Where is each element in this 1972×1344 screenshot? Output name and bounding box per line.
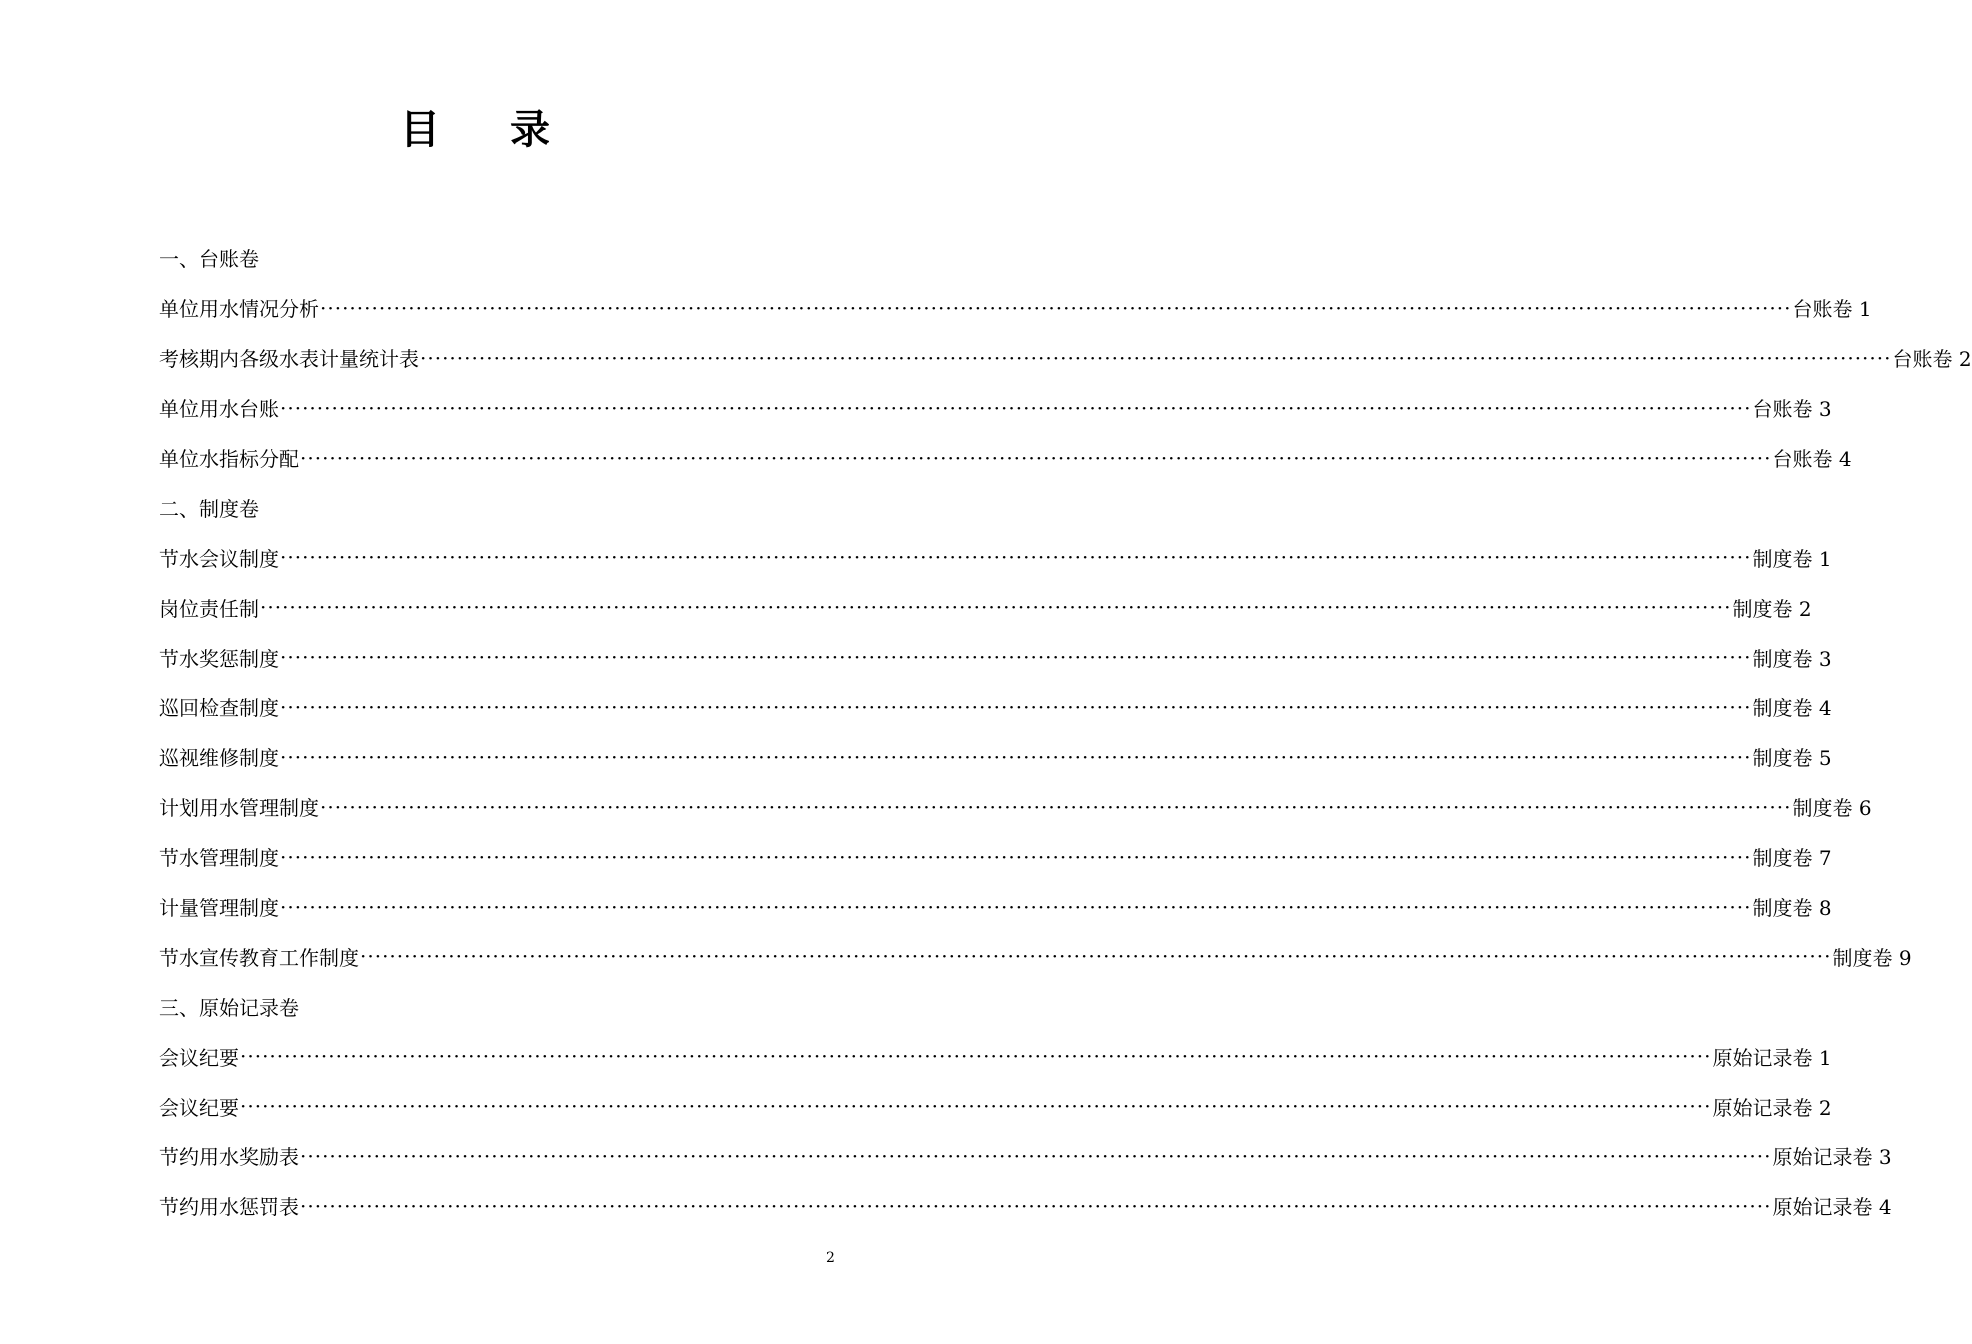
toc-dot-leader: ········································································································································································································ bbox=[300, 1143, 1772, 1168]
toc-entry bbox=[159, 283, 1872, 333]
toc-entry bbox=[159, 433, 1852, 483]
toc-entry bbox=[159, 582, 1812, 632]
toc-entry-page: 制度卷 3 bbox=[1752, 646, 1832, 671]
toc-entry-page: 台账卷 2 bbox=[1892, 347, 1972, 372]
toc-entry-page: 制度卷 5 bbox=[1752, 746, 1832, 771]
toc-entry bbox=[159, 383, 1832, 433]
toc-entry-title: 单位用水情况分析 bbox=[159, 297, 319, 322]
toc-entry-page: 制度卷 6 bbox=[1792, 796, 1872, 821]
toc-entry bbox=[159, 931, 1912, 981]
toc-dot-leader: ········································································································································································································ bbox=[280, 545, 1752, 570]
toc-section-heading bbox=[159, 233, 800, 283]
toc-entry-title: 节约用水惩罚表 bbox=[159, 1195, 299, 1220]
toc-entry-page: 制度卷 7 bbox=[1752, 846, 1832, 871]
toc-entry-page: 制度卷 2 bbox=[1732, 596, 1812, 621]
toc-entry-title: 单位水指标分配 bbox=[159, 447, 299, 471]
toc-entry-title: 节水奖惩制度 bbox=[159, 646, 279, 671]
toc-entry bbox=[159, 532, 1832, 582]
toc-entry-page: 制度卷 9 bbox=[1832, 945, 1912, 970]
toc-dot-leader: ········································································································································································································ bbox=[420, 345, 1892, 370]
toc-entry-page: 原始记录卷 4 bbox=[1772, 1195, 1892, 1220]
toc-entry-title: 会议纪要 bbox=[159, 1045, 239, 1070]
toc-entry bbox=[159, 882, 1832, 932]
page-number: 2 bbox=[826, 1250, 835, 1266]
toc-dot-leader: ········································································································································································································ bbox=[280, 694, 1752, 719]
toc-entry-title: 节水管理制度 bbox=[159, 846, 279, 871]
toc-dot-leader: ········································································································································································································ bbox=[280, 395, 1752, 420]
toc-dot-leader: ········································································································································································································ bbox=[240, 1094, 1712, 1119]
title-char-1: 目 bbox=[400, 107, 440, 153]
toc-entry-title: 节水会议制度 bbox=[159, 546, 279, 571]
toc-section-heading bbox=[159, 981, 800, 1031]
toc-entry-page: 原始记录卷 2 bbox=[1712, 1095, 1832, 1120]
toc-entry bbox=[159, 333, 1972, 383]
title-char-2: 录 bbox=[510, 107, 550, 153]
toc-entry bbox=[159, 1131, 1892, 1181]
toc-entry bbox=[159, 1081, 1832, 1131]
toc-dot-leader: ········································································································································································································ bbox=[300, 1193, 1772, 1218]
toc-dot-leader: ········································································································································································································ bbox=[280, 894, 1752, 919]
toc-dot-leader: ········································································································································································································ bbox=[280, 744, 1752, 769]
toc-entry-page: 原始记录卷 1 bbox=[1712, 1045, 1832, 1070]
toc-entry-title: 巡视维修制度 bbox=[159, 746, 279, 771]
toc-entry-title: 巡回检查制度 bbox=[159, 696, 279, 721]
toc-entry-title: 单位用水台账 bbox=[159, 397, 279, 422]
toc-entry bbox=[159, 782, 1872, 832]
toc-dot-leader: ········································································································································································································ bbox=[320, 295, 1792, 320]
toc-entry-page: 台账卷 4 bbox=[1772, 447, 1852, 471]
toc-entry bbox=[159, 732, 1832, 782]
toc-entry-page: 制度卷 1 bbox=[1752, 546, 1832, 571]
toc-entry bbox=[159, 1031, 1832, 1081]
toc-section-title: 三、原始记录卷 bbox=[159, 995, 299, 1020]
toc-section-heading bbox=[159, 482, 800, 532]
toc-dot-leader: ········································································································································································································ bbox=[280, 844, 1752, 869]
toc-section-title: 一、台账卷 bbox=[159, 247, 259, 272]
toc-entry bbox=[159, 832, 1832, 882]
toc-dot-leader: ········································································································································································································ bbox=[280, 645, 1752, 670]
toc-entry bbox=[159, 682, 1832, 732]
toc-entry-page: 制度卷 8 bbox=[1752, 896, 1832, 921]
toc-dot-leader: ········································································································································································································ bbox=[360, 944, 1832, 969]
toc-entry-page: 制度卷 4 bbox=[1752, 696, 1832, 721]
toc-entry-title: 节约用水奖励表 bbox=[159, 1145, 299, 1170]
toc-entry-title: 岗位责任制 bbox=[159, 596, 259, 621]
toc-entry-title: 节水宣传教育工作制度 bbox=[159, 945, 359, 970]
toc-entry-page: 原始记录卷 3 bbox=[1772, 1145, 1892, 1170]
toc-dot-leader: ········································································································································································································ bbox=[320, 794, 1792, 819]
toc-dot-leader: ········································································································································································································ bbox=[240, 1044, 1712, 1069]
toc-dot-leader: ········································································································································································································ bbox=[260, 595, 1732, 620]
toc-entry-title: 会议纪要 bbox=[159, 1095, 239, 1120]
toc-entry bbox=[159, 1181, 1892, 1231]
toc-entry-title: 计划用水管理制度 bbox=[159, 796, 319, 821]
page-title bbox=[0, 102, 950, 158]
toc-entry-title: 考核期内各级水表计量统计表 bbox=[159, 347, 419, 372]
toc-entry-title: 计量管理制度 bbox=[159, 896, 279, 921]
toc-entry-page: 台账卷 1 bbox=[1792, 297, 1872, 322]
table-of-contents bbox=[159, 233, 1972, 1231]
toc-section-title: 二、制度卷 bbox=[159, 496, 259, 521]
toc-entry bbox=[159, 632, 1832, 682]
toc-entry-page: 台账卷 3 bbox=[1752, 397, 1832, 422]
toc-dot-leader: ········································································································································································································ bbox=[300, 445, 1772, 470]
